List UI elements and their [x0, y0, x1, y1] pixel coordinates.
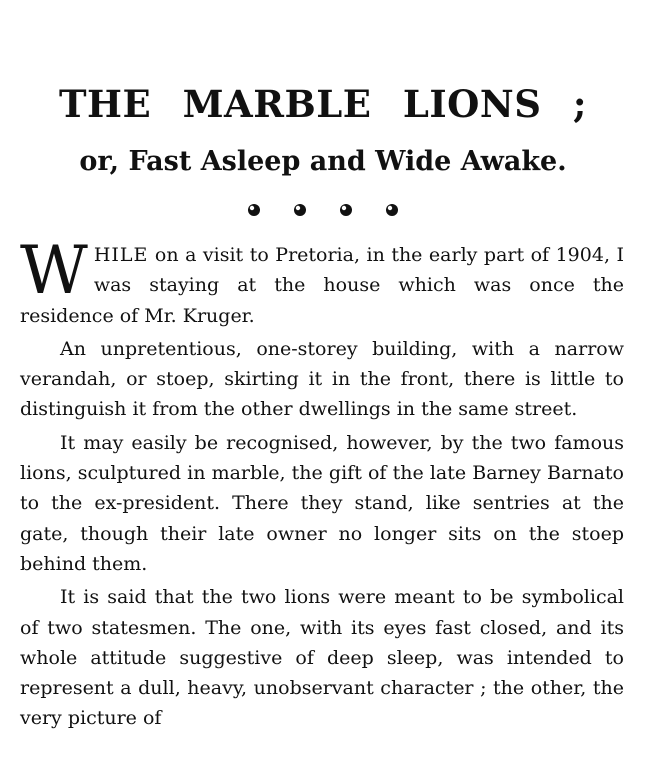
ornament-icon: [293, 203, 307, 217]
drop-cap: W: [20, 232, 88, 309]
paragraph-1-text: on a visit to Pretoria, in the early part of 1904, I was staying at the house which was once the residence of Mr. Kruger.: [20, 244, 624, 327]
ornament-row: [20, 203, 626, 217]
ornament-icon: [247, 203, 261, 217]
paragraph-3: It may easily be recognised, however, by the two famous lions, sculptured in marble, the gift of the late Barney Barnato to the ex-president. There they stand, like sentries at the gate, though their late owner no longer sits on the stoep behind them.: [20, 431, 624, 575]
chapter-title: THE MARBLE LIONS ;: [59, 82, 587, 126]
ornament-icon: [385, 203, 399, 217]
paragraph-1: [20, 232, 624, 331]
lead-word: HILE: [93, 244, 149, 266]
paragraph-2: An unpretentious, one-storey building, with a narrow verandah, or stoep, skirting it in the front, there is little to distinguish it from the other dwellings in the same street.: [20, 337, 624, 421]
story-body: [20, 232, 624, 737]
paragraph-4: It is said that the two lions were meant to be symbolical of two statesmen. The one, with its eyes fast closed, and its whole attitude suggestive of deep sleep, was intended to represent a dull, heavy, unobservant character ; the other, the very picture of: [20, 586, 624, 730]
chapter-subtitle: or, Fast Asleep and Wide Awake.: [79, 146, 567, 177]
ornament-icon: [339, 203, 353, 217]
book-page: [20, 0, 626, 779]
